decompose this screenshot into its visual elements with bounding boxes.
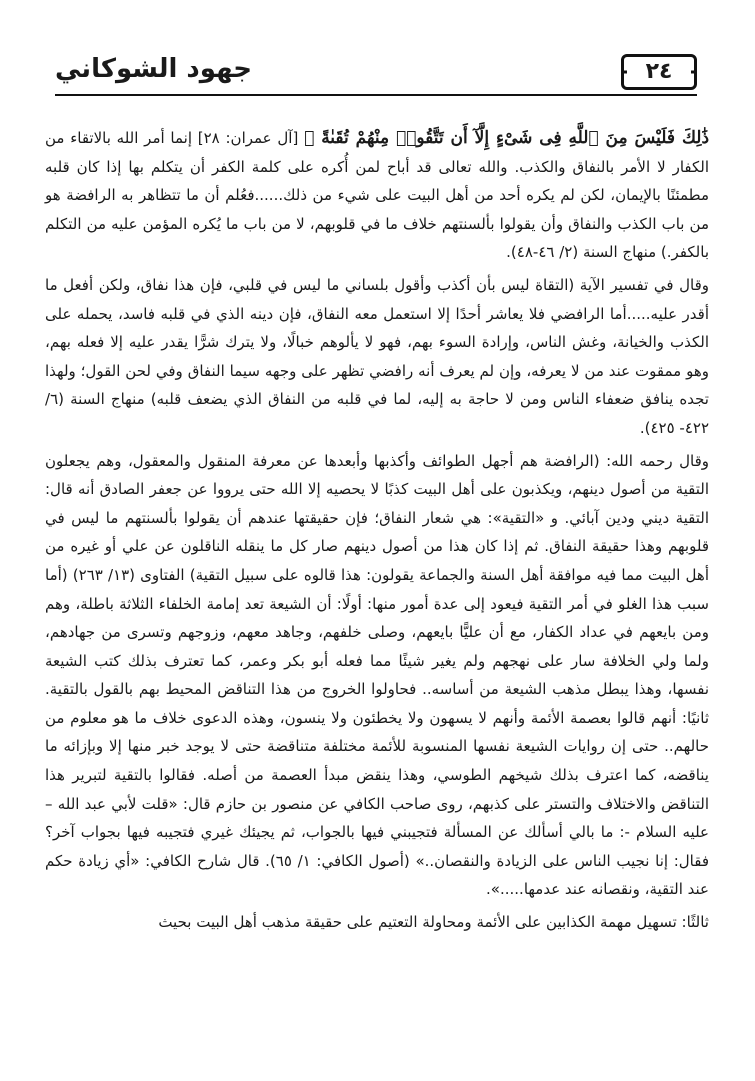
paragraph-text: ثالثًا: تسهيل مهمة الكذابين على الأئمة ومحاولة التعتيم على حقيقة مذهب أهل البيت بحيث xyxy=(158,913,709,932)
paragraph-1 xyxy=(45,124,709,267)
paragraph-2 xyxy=(45,271,709,443)
page-header xyxy=(55,50,697,96)
paragraph-text: وقال في تفسير الآية (التقاة ليس بأن أكذب وأقول بلساني ما ليس في قلبي، فإن هذا نفاق، ولكن أفعل ما أقدر عليه.....أما الرافضي فلا يعاشر أحدًا إلا استعمل معه النفاق، فإن دينه الذي في قلبه فاسد، يحمله على الكذب والخيانة، وغش الناس، وإرادة السوء بهم، فهو لا يألوهم خبالًا، ولا يترك شرًّا يقدر عليه إلا فعله بهم، وهو ممقوت عند من لا يعرفه، وإن لم يعرف أنه رافضي تظهر على وجهه سيما النفاق وفي لحن القول؛ ولهذا تجده ينافق ضعفاء الناس ومن لا حاجة به إليه، لما في قلبه من النفاق الذي يضعف قلبه) منهاج السنة (٦/ ٤٢٢- ٤٢٥). xyxy=(45,275,709,437)
body-text xyxy=(45,124,709,941)
header-rule xyxy=(55,94,697,96)
paragraph-text: وقال رحمه الله: (الرافضة هم أجهل الطوائف وأكذبها وأبعدها عن معرفة المنقول والمعقول، وهم يجعلون التقية من أصول دينهم، ويكذبون على أهل البيت كذبًا لا يحصيه إلا الله حتى يرووا عن جعفر الصادق أنه قال: التقية ديني ودين آبائي. و «التقية»: هي شعار النفاق؛ فإن حقيقتها عندهم أن يقولوا بألسنتهم ما ليس في قلوبهم وهذا حقيقة النفاق. ثم إذا كان هذا من أصول دينهم صار كل ما ينقله الناقلون عن علي أو غيره من أهل البيت مما فيه موافقة أهل السنة والجماعة يقولون: هذا قالوه على سبيل التقية) الفتاوى (١٣/ ٢٦٣) (أما سبب هذا الغلو في أمر التقية فيعود إلى عدة أمور منها: أولًا: أن الشيعة تعد إمامة الخلفاء الثلاثة باطلة، وهم ومن بايعهم في عداد الكفار، مع أن عليًّا بايعهم، وصلى خلفهم، وجاهد معهم، وزوجهم وتسرى من جهادهم، ولما ولي الخلافة سار على نهجهم ولم يغير شيئًا مما فعله أبو بكر وعمر، كما تعترف بذلك كتب الشيعة نفسها، وهذا يبطل مذهب الشيعة من أساسه.. فحاولوا الخروج من هذا التناقض المحيط بهم بالقول بالتقية. ثانيًا: أنهم قالوا بعصمة الأئمة وأنهم لا يسهون ولا يخطئون ولا ينسون، وهذه الدعوى خلاف ما هو معلوم من حالهم.. حتى إن روايات الشيعة نفسها المنسوبة للأئمة مختلفة متناقضة حتى لا يوجد خبر منها إلا وبإزائه ما يناقضه، كما اعترف بذلك شيخهم الطوسي، وهذا ينقض مبدأ العصمة من أصله. فقالوا بالتقية لتبرير هذا التناقض والاختلاف والتستر على كذبهم، روى صاحب الكافي عن منصور بن حازم قال: «قلت لأبي عبد الله – عليه السلام -: ما بالي أسألك عن المسألة فتجيبني فيها بالجواب، ثم يجيئك غيري فتجيبه فيها بجواب آخر؟ فقال: إنا نجيب الناس على الزيادة والنقصان..» (أصول الكافي: ١/ ٦٥). قال شارح الكافي: «أي زيادة حكم عند التقية، ونقصانه عند عدمها.....». xyxy=(45,451,710,899)
page-number: ٢٤ xyxy=(621,54,697,90)
paragraph-4 xyxy=(45,908,709,937)
running-title: جهود الشوكاني xyxy=(55,54,252,84)
paragraph-3 xyxy=(45,447,709,905)
quran-verse: ذَٰلِكَ فَلَيْسَ مِنَ ٱللَّهِ فِى شَىْءٍ إِلَّآ أَن تَتَّقُوا۟ مِنْهُمْ تُقَىٰةً ﴾ xyxy=(304,128,710,148)
paragraph-text: [آل عمران: ٢٨] إنما أمر الله بالاتقاء من الكفار لا الأمر بالنفاق والكذب. والله تعالى قد أباح لمن أُكره على كلمة الكفر أن يتكلم بها إذا كان قلبه مطمئنًا بالإيمان، لكن لم يكره أحد من أهل البيت على شيء من ذلك......فعُلم أن ما تتظاهر به الرافضة هو من باب الكذب والنفاق وأن يقولوا بألسنتهم خلاف ما في قلوبهم، لا من باب ما يُكره المؤمن عليه من التكلم بالكفر.) منهاج السنة (٢/ ٤٦-٤٨). xyxy=(45,129,709,262)
